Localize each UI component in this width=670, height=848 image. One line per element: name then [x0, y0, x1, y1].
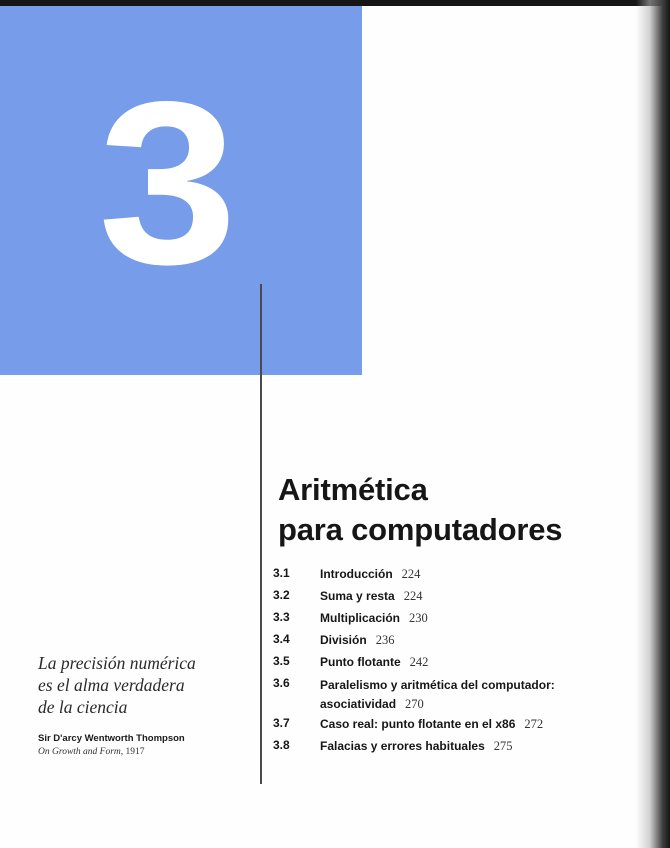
toc-page: 236: [375, 633, 395, 647]
chapter-title-line: para computadores: [278, 512, 563, 547]
epigraph-source: [38, 747, 145, 757]
toc-page: 272: [524, 717, 544, 731]
toc-title: Multiplicación: [320, 611, 401, 625]
chapter-number: 3: [98, 54, 231, 313]
toc-title: Paralelismo y aritmética del computador:: [320, 678, 555, 692]
toc-item: [273, 676, 603, 716]
toc-page: 224: [401, 567, 421, 581]
toc-number: 3.8: [273, 738, 290, 752]
chapter-title: [278, 470, 562, 550]
toc-number: 3.4: [273, 632, 290, 646]
source-year: , 1917: [120, 747, 145, 757]
epigraph-quote: [38, 652, 238, 718]
toc-title: Caso real: punto flotante en el x86: [320, 717, 516, 731]
chapter-number-block: [0, 6, 362, 375]
source-title: On Growth and Form: [38, 747, 121, 757]
toc-item: [273, 566, 603, 588]
toc-page: 270: [405, 697, 424, 711]
toc-item: [273, 738, 603, 760]
toc-title: Suma y resta: [320, 589, 395, 603]
toc-number: 3.2: [273, 588, 290, 602]
toc-item: [273, 588, 603, 610]
table-of-contents: [273, 566, 603, 760]
toc-page: 230: [409, 611, 428, 625]
toc-title: Punto flotante: [320, 655, 401, 669]
toc-number: 3.7: [273, 716, 290, 730]
toc-title: Falacias y errores habituales: [320, 739, 485, 753]
epigraph-line: La precisión numérica: [38, 653, 196, 673]
toc-page: 275: [493, 739, 513, 753]
toc-title-continued: asociatividad: [320, 697, 397, 711]
toc-number: 3.6: [273, 676, 290, 690]
toc-item: [273, 632, 603, 654]
toc-title: División: [320, 633, 367, 647]
chapter-title-line: Aritmética: [278, 472, 428, 507]
toc-title: Introducción: [320, 567, 393, 581]
toc-page: 224: [403, 589, 423, 603]
toc-item: [273, 610, 603, 632]
epigraph-line: es el alma verdadera: [38, 675, 185, 695]
toc-number: 3.1: [273, 566, 290, 580]
toc-item: [273, 654, 603, 676]
toc-page: 242: [409, 655, 429, 669]
epigraph-line: de la ciencia: [38, 697, 128, 717]
epigraph-author: Sir D'arcy Wentworth Thompson: [38, 733, 185, 744]
vertical-divider: [260, 284, 262, 784]
toc-number: 3.5: [273, 654, 290, 668]
page-binding-shadow: [636, 0, 670, 848]
toc-number: 3.3: [273, 610, 290, 624]
toc-item: [273, 716, 603, 738]
